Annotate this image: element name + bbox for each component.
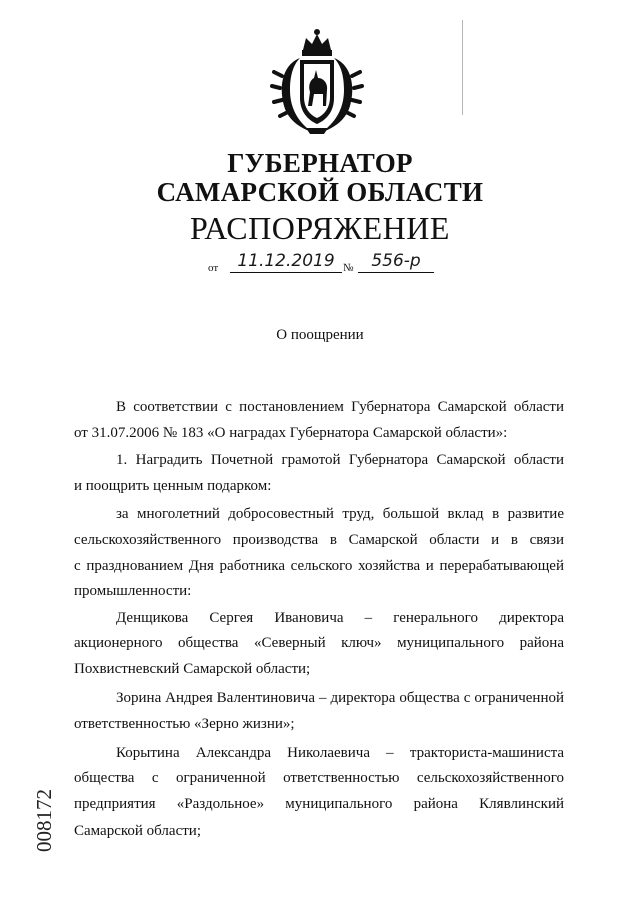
body-line: 1. Наградить Почетной грамотой Губернатора Самарской области [116, 452, 564, 468]
body-line: с празднованием Дня работника сельского хозяйства и перерабатывающей [74, 558, 564, 574]
document-subject: О поощрении [276, 327, 364, 343]
document-number: 556-р [358, 250, 434, 273]
document-date: 11.12.2019 [230, 250, 342, 273]
registration-stamp-number: 008172 [32, 789, 56, 852]
body-line: предприятия «Раздольное» муниципального района Клявлинский [74, 796, 564, 812]
body-line: промышленности: [74, 583, 192, 599]
body-line: Самарской области; [74, 823, 201, 839]
body-line: ответственностью «Зерно жизни»; [74, 716, 295, 732]
governor-heading: ГУБЕРНАТОР [227, 148, 413, 178]
body-line: сельскохозяйственного производства в Самарской области и в связи [74, 532, 564, 548]
date-prefix-label: от [208, 262, 219, 274]
body-line: и поощрить ценным подарком: [74, 478, 272, 494]
coat-of-arms-icon [270, 28, 364, 138]
number-sign-label: № [343, 262, 354, 274]
date-number-line [208, 250, 448, 276]
scan-mark [462, 20, 463, 115]
body-line: от 31.07.2006 № 183 «О наградах Губернатора Самарской области»: [74, 425, 508, 441]
body-line: общества с ограниченной ответственностью сельскохозяйственного [74, 770, 564, 786]
region-heading: САМАРСКОЙ ОБЛАСТИ [156, 177, 484, 207]
body-line: Зорина Андрея Валентиновича – директора общества с ограниченной [116, 690, 564, 706]
body-line: Похвистневский Самарской области; [74, 661, 311, 677]
body-line: Денщикова Сергея Ивановича – генерального директора [116, 610, 564, 626]
body-line: за многолетний добросовестный труд, большой вклад в развитие [116, 506, 564, 522]
body-line: В соответствии с постановлением Губернатора Самарской области [116, 399, 564, 415]
body-line: Корытина Александра Николаевича – тракториста-машиниста [116, 745, 564, 761]
document-type-title: РАСПОРЯЖЕНИЕ [190, 210, 450, 246]
body-line: акционерного общества «Северный ключ» муниципального района [74, 635, 564, 651]
